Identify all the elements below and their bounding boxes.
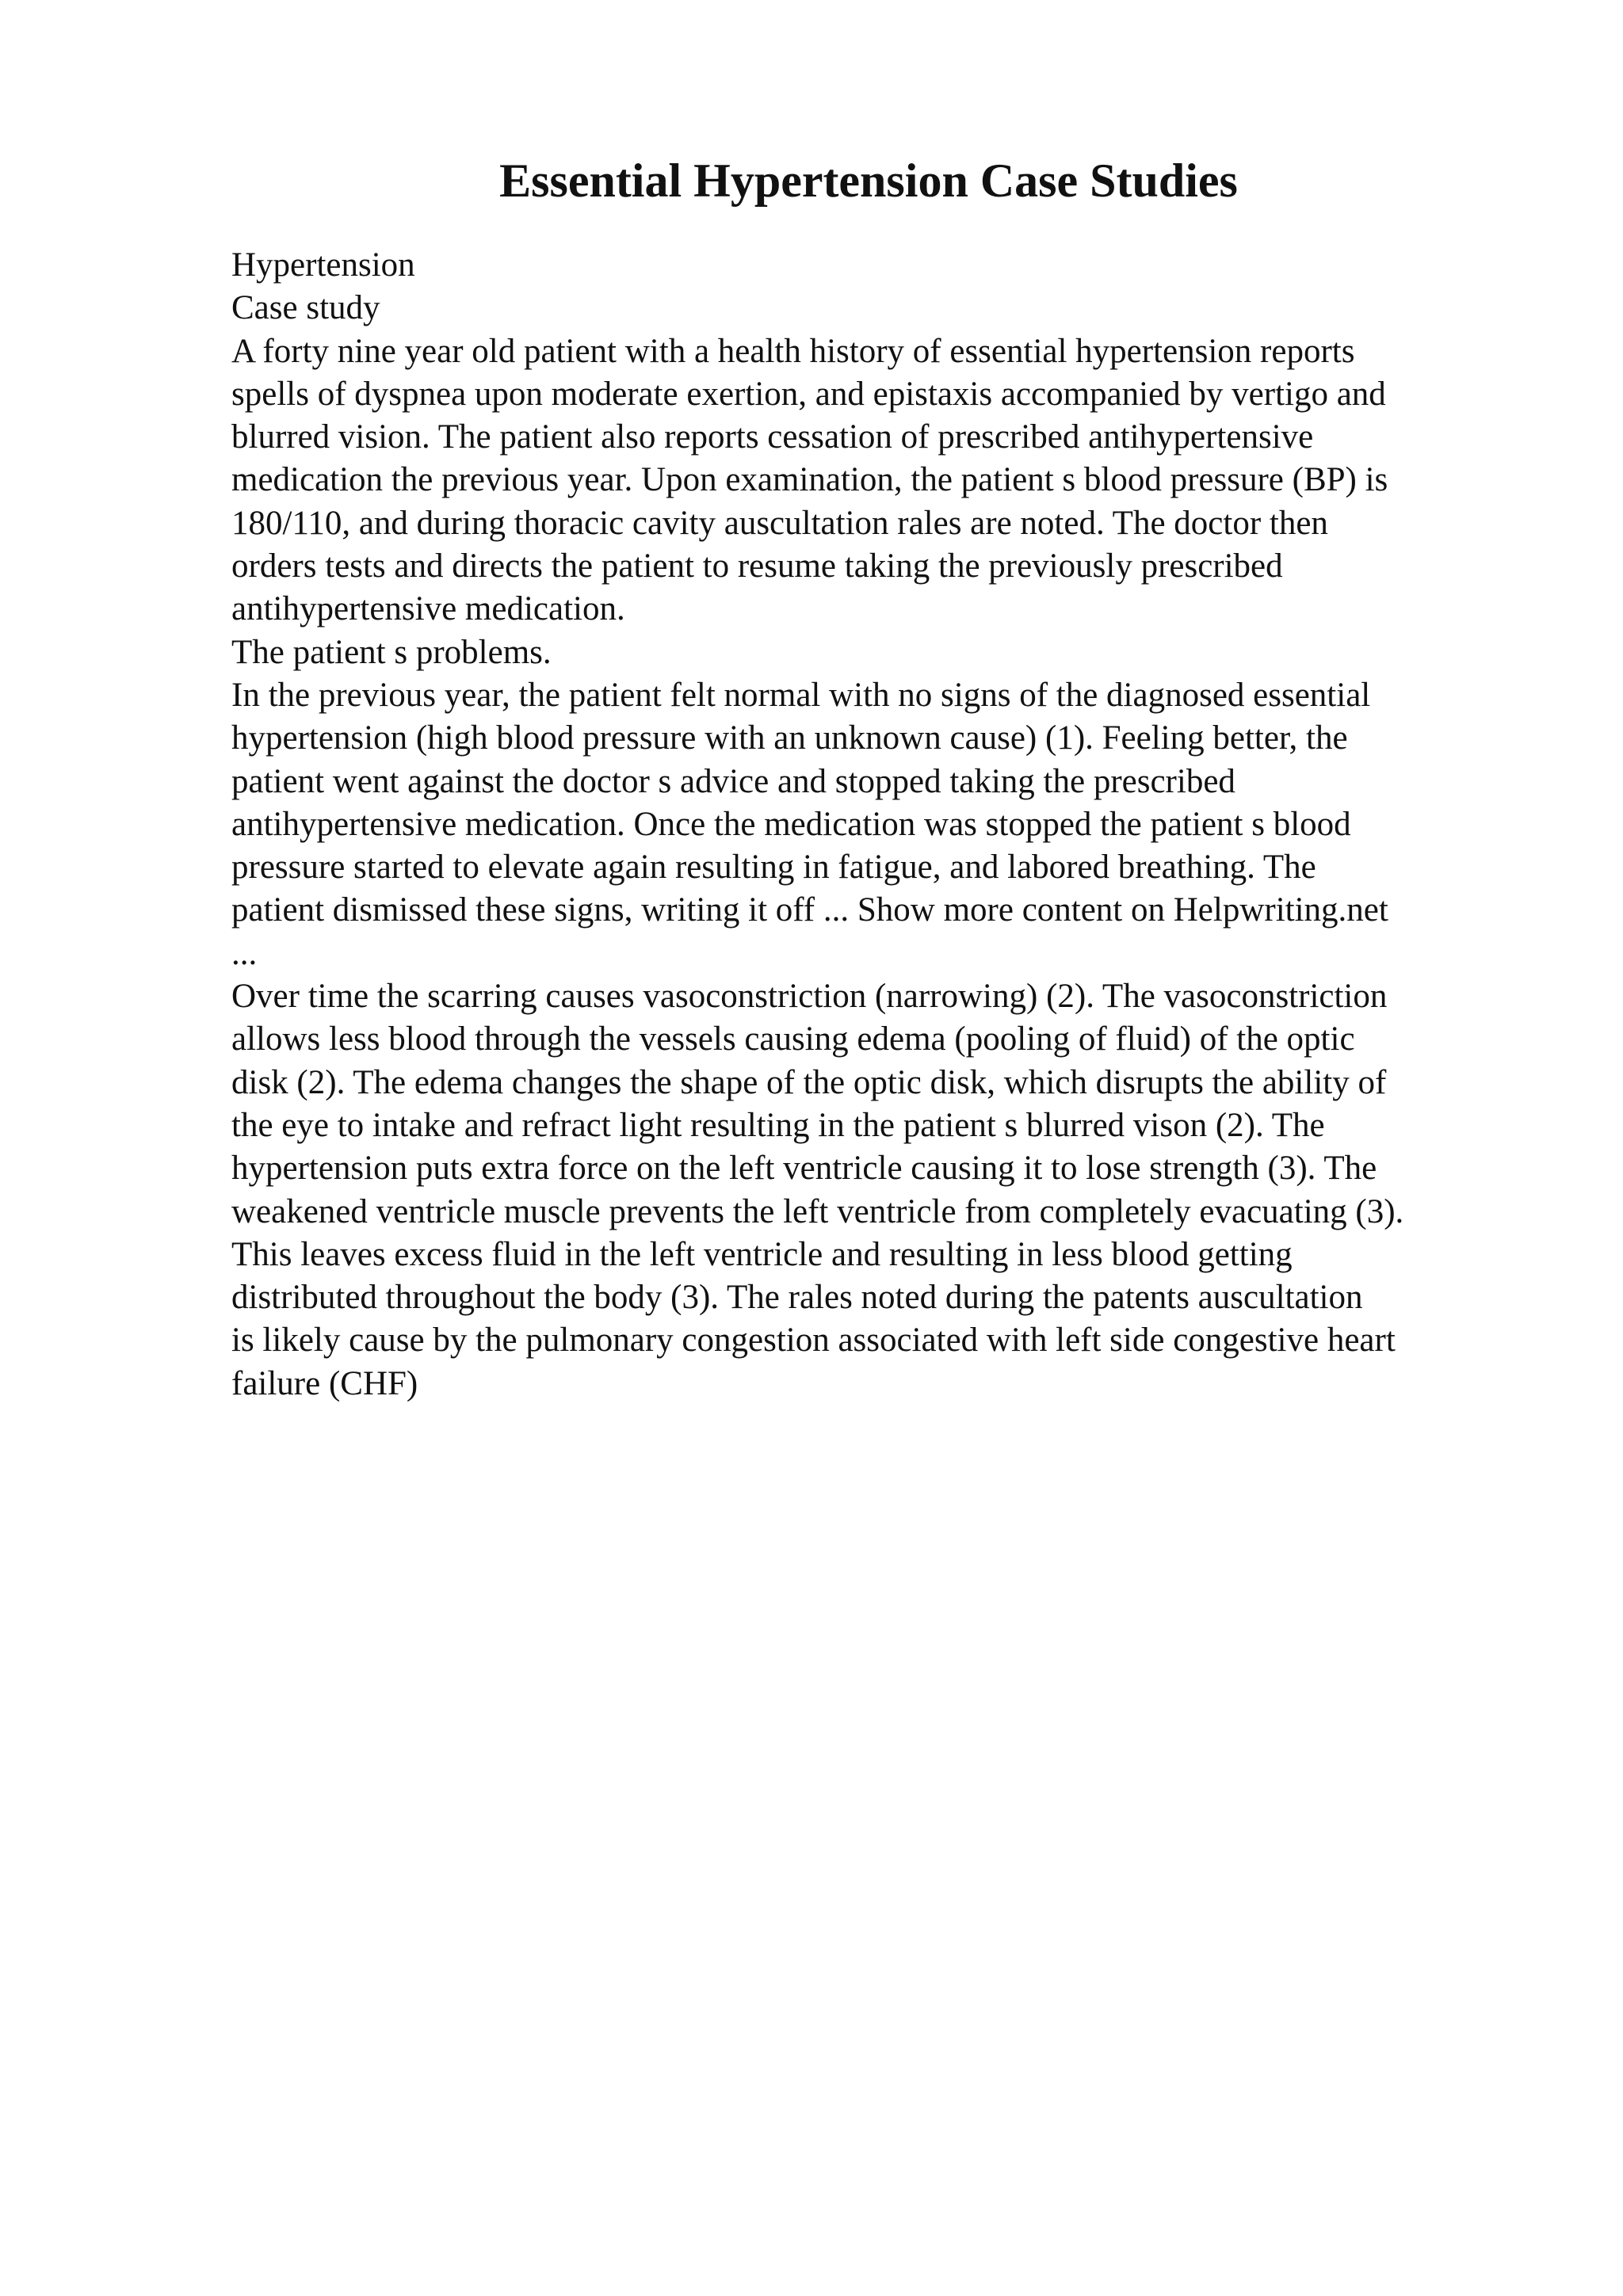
document-title: Essential Hypertension Case Studies: [499, 154, 1238, 207]
text-line: is likely cause by the pulmonary congestion associated with left side congestive heart: [231, 1322, 1396, 1360]
text-line: antihypertensive medication.: [231, 590, 625, 628]
text-line: failure (CHF): [231, 1364, 418, 1402]
document-body: [231, 244, 1531, 1405]
text-line: pressure started to elevate again resulting in fatigue, and labored breathing. The: [231, 849, 1316, 887]
text-line: This leaves excess fluid in the left ventricle and resulting in less blood getting: [231, 1235, 1293, 1273]
text-line: A forty nine year old patient with a health history of essential hypertension reports: [231, 332, 1355, 370]
text-line: patient went against the doctor s advice and stopped taking the prescribed: [231, 762, 1235, 800]
text-line: In the previous year, the patient felt normal with no signs of the diagnosed essential: [231, 676, 1371, 714]
text-line: weakened ventricle muscle prevents the left ventricle from completely evacuating (3).: [231, 1192, 1404, 1230]
text-line: spells of dyspnea upon moderate exertion, and epistaxis accompanied by vertigo and: [231, 375, 1386, 413]
text-line: hypertension (high blood pressure with an unknown cause) (1). Feeling better, the: [231, 719, 1348, 757]
text-line: Case study: [231, 289, 380, 327]
text-line: allows less blood through the vessels causing edema (pooling of fluid) of the optic: [231, 1020, 1355, 1058]
text-line: orders tests and directs the patient to resume taking the previously prescribed: [231, 547, 1283, 585]
text-line: the eye to intake and refract light resulting in the patient s blurred vison (2). The: [231, 1106, 1325, 1144]
text-line: 180/110, and during thoracic cavity auscultation rales are noted. The doctor then: [231, 504, 1328, 542]
text-line: ...: [231, 934, 258, 972]
text-line: patient dismissed these signs, writing it off ... Show more content on Helpwriting.net: [231, 891, 1388, 929]
text-line: The patient s problems.: [231, 633, 552, 671]
text-line: Hypertension: [231, 246, 415, 284]
text-line: Over time the scarring causes vasoconstriction (narrowing) (2). The vasoconstriction: [231, 978, 1388, 1016]
text-line: distributed throughout the body (3). The rales noted during the patents auscultation: [231, 1279, 1363, 1317]
text-line: disk (2). The edema changes the shape of the optic disk, which disrupts the ability of: [231, 1063, 1387, 1101]
text-line: blurred vision. The patient also reports cessation of prescribed antihypertensive: [231, 418, 1314, 456]
text-line: medication the previous year. Upon examination, the patient s blood pressure (BP) is: [231, 461, 1388, 499]
text-line: antihypertensive medication. Once the medication was stopped the patient s blood: [231, 805, 1351, 843]
text-line: hypertension puts extra force on the left ventricle causing it to lose strength (3). The: [231, 1150, 1377, 1188]
